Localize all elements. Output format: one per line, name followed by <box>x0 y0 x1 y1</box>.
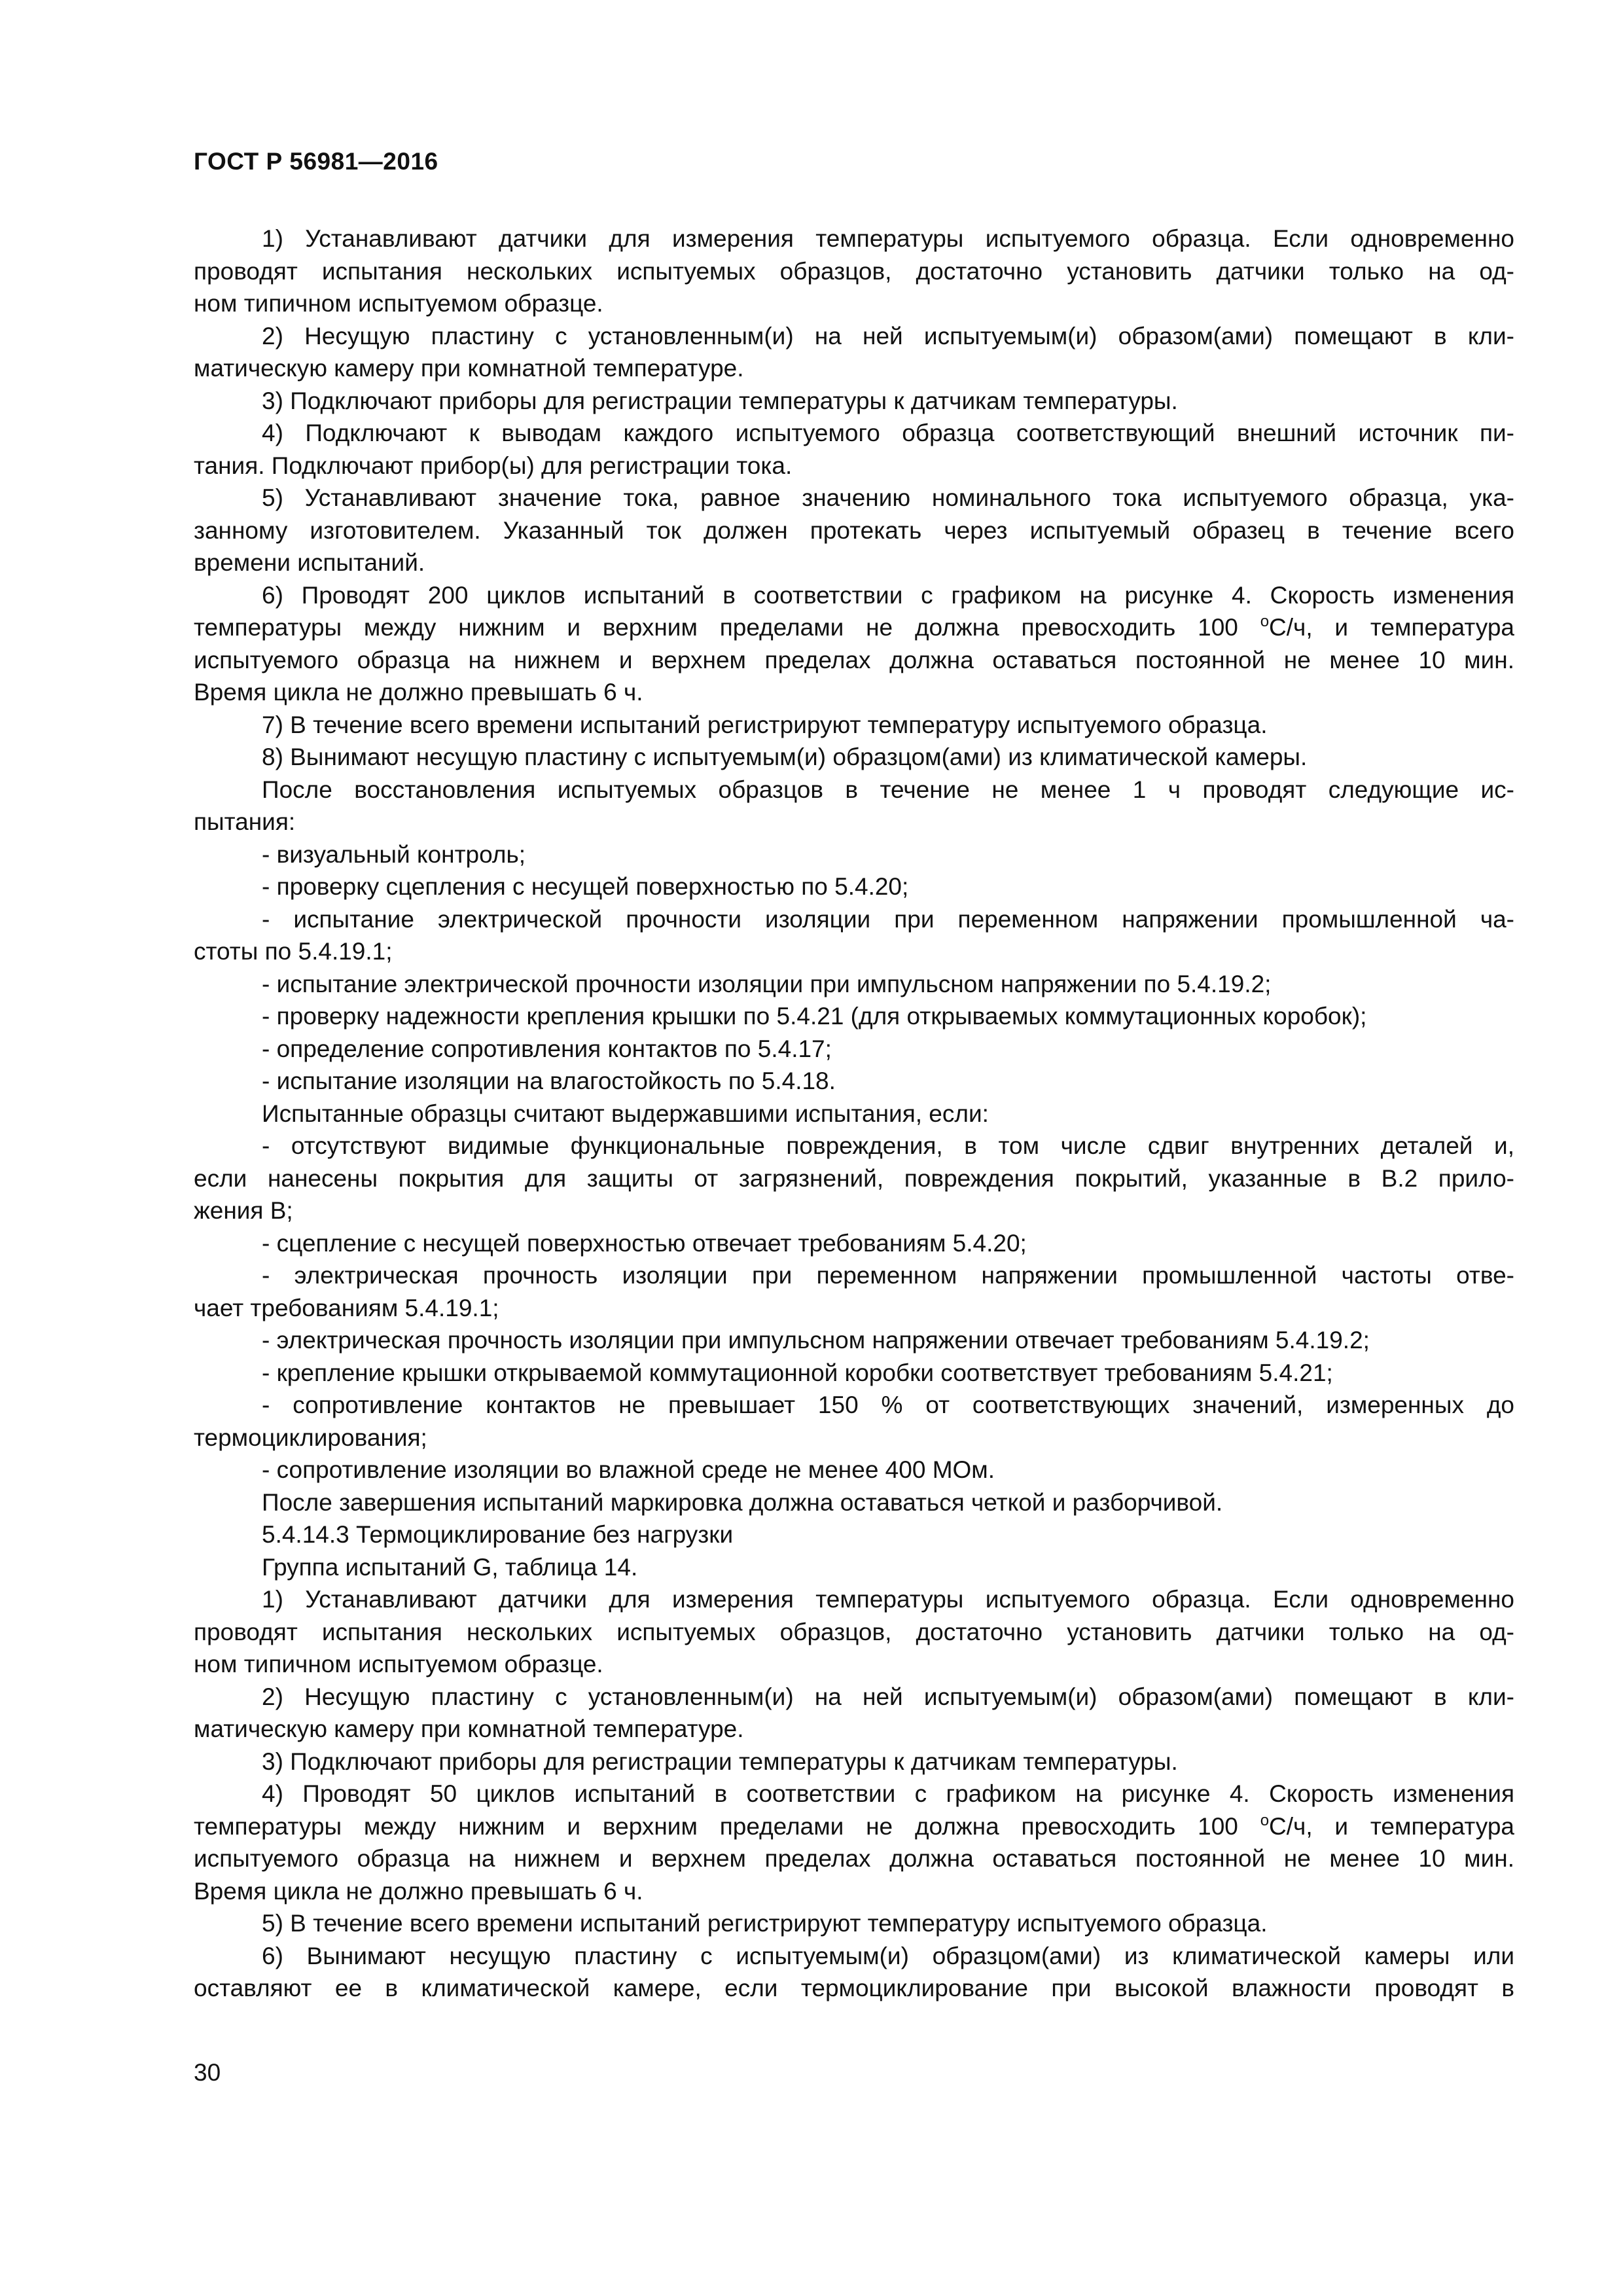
text-fragment: С/ч, и температура <box>1269 614 1515 641</box>
text-line: если нанесены покрытия для защиты от загрязнений, повреждения покрытий, указанные в В.2 прило- <box>194 1164 1514 1192</box>
text-line: термоциклирования; <box>194 1424 427 1451</box>
text-line: 6) Проводят 200 циклов испытаний в соответствии с графиком на рисунке 4. Скорость изменения <box>262 581 1514 609</box>
text-line-degree <box>194 611 1514 644</box>
text-line: тания. Подключают прибор(ы) для регистрации тока. <box>194 452 793 479</box>
text-line: 3) Подключают приборы для регистрации температуры к датчикам температуры. <box>262 1748 1178 1775</box>
document-header: ГОСТ Р 56981—2016 <box>194 148 438 175</box>
text-line: Группа испытаний G, таблица 14. <box>262 1553 638 1581</box>
list-item: - сопротивление изоляции во влажной среде не менее 400 МОм. <box>262 1456 995 1483</box>
list-item: - определение сопротивления контактов по 5.4.17; <box>262 1035 832 1062</box>
text-line: 4) Проводят 50 циклов испытаний в соответствии с графиком на рисунке 4. Скорость изменения <box>262 1780 1514 1807</box>
text-line: пытания: <box>194 808 296 835</box>
text-line: ном типичном испытуемом образце. <box>194 1651 603 1677</box>
text-line: 7) В течение всего времени испытаний регистрируют температуру испытуемого образца. <box>262 711 1268 738</box>
text-line: матическую камеру при комнатной температуре. <box>194 355 744 382</box>
text-fragment: температуры между нижним и верхним пределами не должна превосходить 100 <box>194 1812 1260 1840</box>
text-line: проводят испытания нескольких испытуемых образцов, достаточно установить датчики только на од- <box>194 1618 1514 1645</box>
degree-superscript: о <box>1260 613 1270 630</box>
document-body <box>194 223 1514 2005</box>
list-item: - испытание электрической прочности изоляции при импульсном напряжении по 5.4.19.2; <box>262 970 1272 997</box>
list-item: - проверку сцепления с несущей поверхностью по 5.4.20; <box>262 873 909 900</box>
list-item: - отсутствуют видимые функциональные повреждения, в том числе сдвиг внутренних деталей и, <box>262 1132 1514 1159</box>
list-item: - визуальный контроль; <box>262 840 526 868</box>
text-line: 5) Устанавливают значение тока, равное значению номинального тока испытуемого образца, ука- <box>262 484 1514 511</box>
text-line: 2) Несущую пластину с установленным(и) на ней испытуемым(и) образом(ами) помещают в кли- <box>262 322 1514 350</box>
text-line: проводят испытания нескольких испытуемых образцов, достаточно установить датчики только на од- <box>194 257 1514 285</box>
list-item: - электрическая прочность изоляции при импульсном напряжении отвечает требованиям 5.4.19.2; <box>262 1327 1370 1354</box>
section-heading: 5.4.14.3 Термоциклирование без нагрузки <box>262 1521 734 1548</box>
text-line: Испытанные образцы считают выдержавшими испытания, если: <box>262 1100 989 1127</box>
text-line: Время цикла не должно превышать 6 ч. <box>194 679 643 706</box>
text-line: испытуемого образца на нижнем и верхнем пределах должна оставаться постоянной не менее 10 мин. <box>194 1845 1514 1872</box>
text-line: 1) Устанавливают датчики для измерения температуры испытуемого образца. Если одновременно <box>262 225 1514 252</box>
text-line: 2) Несущую пластину с установленным(и) на ней испытуемым(и) образом(ами) помещают в кли- <box>262 1683 1514 1710</box>
text-line: оставляют ее в климатической камере, если термоциклирование при высокой влажности проводят в <box>194 1975 1514 2001</box>
text-line: 4) Подключают к выводам каждого испытуемого образца соответствующий внешний источник пи- <box>262 420 1514 446</box>
text-line: 5) В течение всего времени испытаний регистрируют температуру испытуемого образца. <box>262 1910 1268 1937</box>
list-item: - крепление крышки открываемой коммутационной коробки соответствует требованиям 5.4.21; <box>262 1359 1333 1386</box>
list-item: - испытание изоляции на влагостойкость по 5.4.18. <box>262 1067 836 1094</box>
text-line: занному изготовителем. Указанный ток должен протекать через испытуемый образец в течение всего <box>194 516 1514 544</box>
text-line: жения В; <box>194 1197 293 1224</box>
page-number: 30 <box>194 2059 221 2086</box>
list-item: - проверку надежности крепления крышки по 5.4.21 (для открываемых коммутационных коробок); <box>262 1003 1367 1030</box>
list-item: - сцепление с несущей поверхностью отвечает требованиям 5.4.20; <box>262 1229 1027 1257</box>
text-line: стоты по 5.4.19.1; <box>194 938 393 965</box>
text-fragment: С/ч, и температура <box>1269 1812 1515 1840</box>
text-line: После завершения испытаний маркировка должна оставаться четкой и разборчивой. <box>262 1488 1223 1516</box>
text-line: чает требованиям 5.4.19.1; <box>194 1294 499 1321</box>
text-line: 8) Вынимают несущую пластину с испытуемым(и) образцом(ами) из климатической камеры. <box>262 744 1308 770</box>
text-fragment: температуры между нижним и верхним пределами не должна превосходить 100 <box>194 614 1260 641</box>
list-item: - сопротивление контактов не превышает 150 % от соответствующих значений, измеренных до <box>262 1391 1514 1418</box>
text-line: 6) Вынимают несущую пластину с испытуемым(и) образцом(ами) из климатической камеры или <box>262 1942 1514 1969</box>
text-line: Время цикла не должно превышать 6 ч. <box>194 1877 643 1905</box>
list-item: - испытание электрической прочности изоляции при переменном напряжении промышленной ча- <box>262 905 1514 933</box>
text-line: матическую камеру при комнатной температуре. <box>194 1715 744 1742</box>
text-line: испытуемого образца на нижнем и верхнем пределах должна оставаться постоянной не менее 10 мин. <box>194 646 1514 673</box>
text-line: После восстановления испытуемых образцов в течение не менее 1 ч проводят следующие ис- <box>262 776 1514 803</box>
degree-superscript: о <box>1260 1811 1270 1829</box>
text-line: ном типичном испытуемом образце. <box>194 290 603 317</box>
text-line: времени испытаний. <box>194 549 425 576</box>
text-line-degree <box>194 1810 1514 1843</box>
text-line: 3) Подключают приборы для регистрации температуры к датчикам температуры. <box>262 387 1178 414</box>
text-line: 1) Устанавливают датчики для измерения температуры испытуемого образца. Если одновременно <box>262 1586 1514 1613</box>
list-item: - электрическая прочность изоляции при переменном напряжении промышленной частоты отве- <box>262 1262 1514 1289</box>
